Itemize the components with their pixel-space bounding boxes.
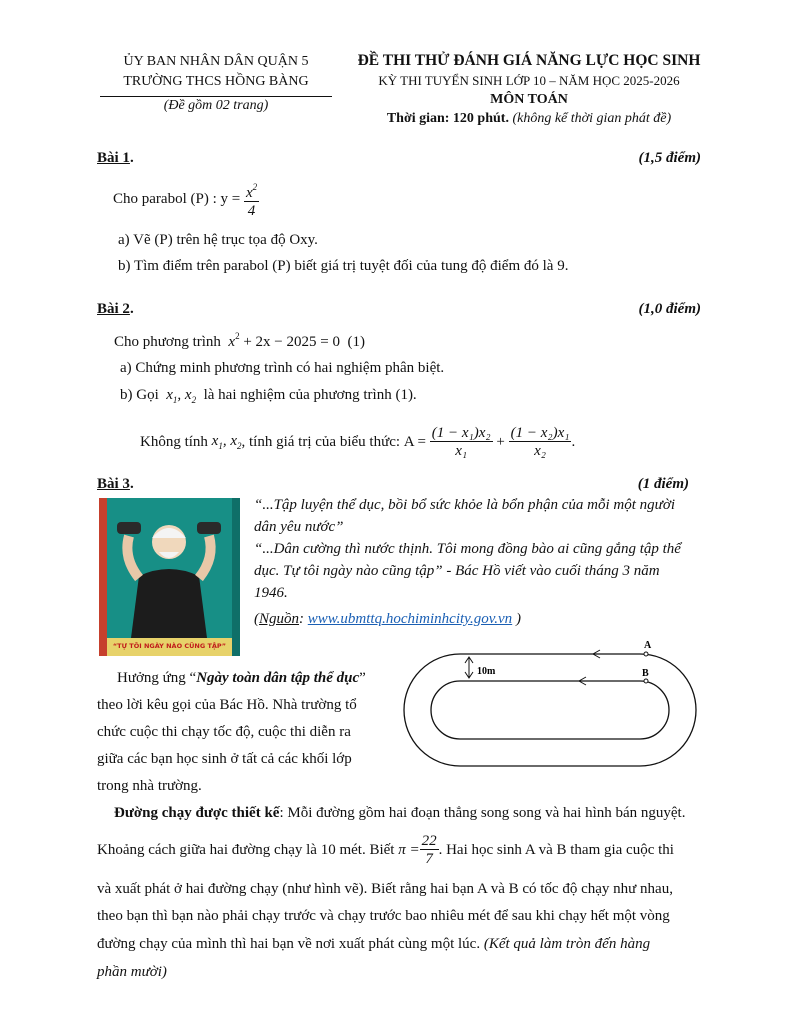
bai3-quotes xyxy=(254,494,681,630)
design-line2 xyxy=(97,830,707,870)
bai2-part-c: Không tính $x_1$, $x_2$ , tính giá trị của biểu thức: A = $\frac{\text{(1 − x₁)x₂}}{\text{x₁}}$ + $\frac{\text{(1 − x₂)x₁}}{\text{x₂}}$ . xyxy=(140,424,576,459)
time-label: Thời gian: 120 phút. xyxy=(386,111,509,126)
bai2-part-a: a) Chứng minh phương trình có hai nghiệm phân biệt. xyxy=(120,360,445,376)
design-bold: Đường chạy được thiết kế xyxy=(114,805,280,821)
bai1-parabol-lhs: (P) : y = xyxy=(190,190,241,207)
inner-lane xyxy=(431,681,669,739)
source-link[interactable]: www.ubmttq.hochiminhcity.gov.vn xyxy=(307,611,513,627)
start-point-a xyxy=(644,652,648,656)
point-a-label: A xyxy=(644,640,652,651)
sub-2: 2 xyxy=(191,395,197,405)
bai2-b-post: là hai nghiệm của phương trình (1). xyxy=(203,387,417,403)
p5-ital: (Kết quả làm tròn đến hàng xyxy=(483,936,651,952)
time-note: (không kể thời gian phát đề) xyxy=(512,111,672,126)
bai1-heading: Bài 1. xyxy=(97,150,134,166)
design-line6: phần mười) xyxy=(97,964,167,980)
var-x: x xyxy=(184,387,192,403)
eq-x: x xyxy=(228,334,236,350)
bai1-part-b: b) Tìm điểm trên parabol (P) biết giá trị tuyệt đối của tung độ điểm đó là 9. xyxy=(118,258,569,274)
design-line4: theo bạn thì bạn nào phải chạy trước và chạy trước bao nhiêu mét để sau khi chạy hết một vòng xyxy=(97,908,670,924)
var-x: x xyxy=(211,433,219,449)
bai2-intro: Cho phương trình xyxy=(114,334,221,350)
poster-illustration xyxy=(99,498,240,656)
intro-line5: trong nhà trường. xyxy=(97,778,202,794)
bai3-design xyxy=(97,802,707,986)
source-line: (Nguồn: www.ubmttq.hochiminhcity.gov.vn ) xyxy=(254,611,521,627)
time-info xyxy=(348,110,710,128)
var-x: x xyxy=(230,433,238,449)
intro-pre: Hưởng ứng “ xyxy=(117,670,197,686)
p2-post: . Hai học sinh A và B tham gia cuộc thi xyxy=(438,841,674,858)
expr-num-1: (1 − x₁)x₂ xyxy=(431,424,491,441)
expr-frac-1 xyxy=(430,425,493,460)
bai1-fraction xyxy=(244,179,259,220)
expr-den-2: x₂ xyxy=(534,442,546,459)
bai1-points: (1,5 điểm) xyxy=(638,150,701,166)
point-b-label: B xyxy=(642,668,649,679)
design-line3: và xuất phát ở hai đường chạy (như hình vẽ). Biết rằng hai bạn A và B có tốc độ chạy như nhau, xyxy=(97,881,673,897)
bai2-equation xyxy=(114,331,365,351)
intro-bold: Ngày toàn dân tập thể dục xyxy=(196,670,360,686)
expr-lhs: A = xyxy=(403,433,426,450)
bai3-intro xyxy=(97,665,379,800)
bai2-c-mid: , tính giá trị của biểu thức: xyxy=(241,433,401,450)
expr-den-1: x₁ xyxy=(455,442,468,459)
header-divider xyxy=(100,96,332,97)
sub-2: 2 xyxy=(237,441,242,451)
quote2-line2: dục. Tự tôi ngày nào cũng tập” - Bác Hồ viết vào cuối tháng 3 năm xyxy=(254,563,660,579)
eq-exp: 2 xyxy=(235,331,240,341)
sub-1: 1 xyxy=(172,395,178,405)
bai1-intro: Cho parabol xyxy=(113,190,187,207)
bai2-part-b: b) Gọi $x_1$, $x_2$ là hai nghiệm của phương trình (1). xyxy=(120,387,417,405)
poster-caption: “TỰ TÔI NGÀY NÀO CŨNG TẬP” xyxy=(112,642,227,650)
design-line5 xyxy=(97,930,707,958)
bai2-title: Bài 2 xyxy=(97,301,130,317)
bai1-parabol xyxy=(113,178,259,220)
quote2-line1: “...Dân cường thì nước thịnh. Tôi mong đồng bào ai cũng gắng tập thể xyxy=(254,541,681,557)
outer-lane xyxy=(404,654,696,766)
pi-fraction xyxy=(420,833,439,868)
bai1-title: Bài 1 xyxy=(97,150,130,166)
bai2-b-pre: b) Gọi xyxy=(120,387,159,403)
exam-title: ĐỀ THI THỬ ĐÁNH GIÁ NĂNG LỰC HỌC SINH xyxy=(357,52,701,69)
expr-frac-2 xyxy=(509,425,572,460)
design-line1 xyxy=(97,802,707,824)
header-right xyxy=(348,50,710,128)
pi-den: 7 xyxy=(425,850,433,867)
bai1-part-a: a) Vẽ (P) trên hệ trục tọa độ Oxy. xyxy=(118,232,318,248)
intro-line4: giữa các bạn học sinh ở tất cả các khối lớp xyxy=(97,751,352,767)
intro-line1 xyxy=(97,665,379,692)
sub-1: 1 xyxy=(218,441,223,451)
source-label: Nguồn xyxy=(259,611,300,627)
bai2-c-pre: Không tính xyxy=(140,433,208,450)
bai2-points: (1,0 điểm) xyxy=(638,301,701,317)
intro-post: ” xyxy=(359,670,366,686)
bai3-points: (1 điểm) xyxy=(637,476,689,492)
uncle-ho-exercise-poster xyxy=(99,498,240,656)
frac-exp: 2 xyxy=(252,181,258,192)
width-label: 10m xyxy=(477,666,496,677)
var-x: x xyxy=(166,387,173,403)
eq-label: (1) xyxy=(347,334,365,350)
running-track-diagram xyxy=(386,636,706,772)
page-count-note: (Đề gồm 02 trang) xyxy=(163,98,269,113)
p2-pre: Khoảng cách giữa hai đường chạy là 10 mét. Biết xyxy=(97,841,395,858)
quote2-line3: 1946. xyxy=(254,585,288,601)
intro-line2: theo lời kêu gọi của Bác Hồ. Nhà trường tổ xyxy=(97,697,357,713)
eq-rest: + 2x − 2025 = 0 xyxy=(243,334,340,350)
school-name: TRƯỜNG THCS HỒNG BÀNG xyxy=(123,74,309,89)
subject-title: MÔN TOÁN xyxy=(490,92,568,107)
design-rest: : Mỗi đường gồm hai đoạn thẳng song song và hai hình bán nguyệt. xyxy=(279,805,686,821)
expr-num-2: (1 − x₂)x₁ xyxy=(510,424,570,441)
p5-pre: đường chạy của mình thì hai bạn về nơi xuất phát cùng một lúc. xyxy=(97,936,481,952)
intro-line3: chức cuộc thi chạy tốc độ, cuộc thi diễn ra xyxy=(97,724,351,740)
pi-lhs: π = xyxy=(398,841,420,858)
frac-den: 4 xyxy=(247,202,256,219)
bai3-heading: Bài 3. xyxy=(97,476,134,492)
exam-subtitle: KỲ THI TUYỂN SINH LỚP 10 – NĂM HỌC 2025-2026 xyxy=(378,73,680,88)
bai2-heading: Bài 2. xyxy=(97,301,134,317)
frac-num: x xyxy=(245,184,253,201)
department-name: ỦY BAN NHÂN DÂN QUẬN 5 xyxy=(123,54,309,69)
start-point-b xyxy=(644,679,648,683)
pi-num: 22 xyxy=(421,832,437,849)
bai3-title: Bài 3 xyxy=(97,476,130,492)
quote1-line1: “...Tập luyện thể dục, bồi bổ sức khỏe là bổn phận của mỗi một người xyxy=(254,497,675,513)
quote1-line2: dân yêu nước” xyxy=(254,519,344,535)
header-left xyxy=(100,52,332,92)
